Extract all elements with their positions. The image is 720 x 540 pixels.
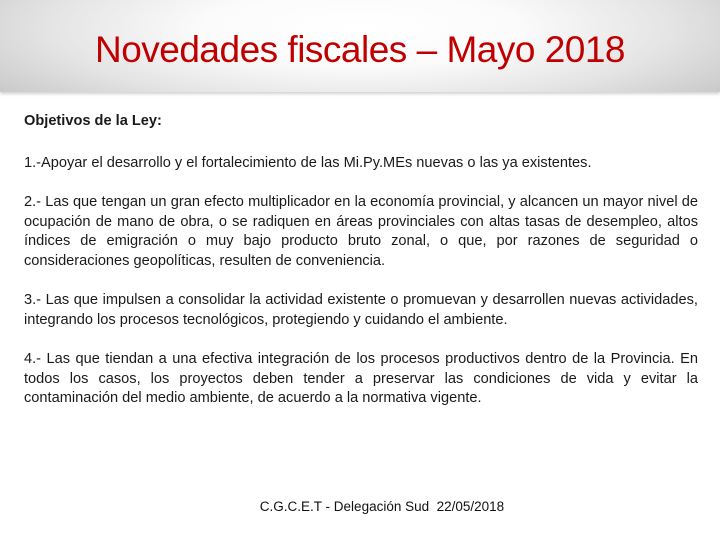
slide-title: Novedades fiscales – Mayo 2018 (94, 29, 626, 70)
objective-paragraph-3: 3.- Las que impulsen a consolidar la actividad existente o promuevan y desarrollen nuevas actividades, integrando los procesos tecnológicos, protegiendo y cuidando el ambiente. (24, 292, 698, 328)
slide-body (24, 112, 698, 429)
slide-footer: C.G.C.E.T - Delegación Sud 22/05/2018 (259, 499, 505, 514)
objective-paragraph-2: 2.- Las que tengan un gran efecto multiplicador en la economía provincial, y alcancen un mayor nivel de ocupación de mano de obra, o se radiquen en áreas provinciales con altas tasas de desempleo, altos índices de emigración o muy bajo producto bruto zonal, o que, por razones de seguridad o consideraciones geopolíticas, resulten de conveniencia. (24, 194, 698, 269)
objectives-heading: Objetivos de la Ley: (24, 113, 162, 129)
objective-paragraph-4: 4.- Las que tiendan a una efectiva integración de los procesos productivos dentro de la Provincia. En todos los casos, los proyectos deben tender a preservar las condiciones de vida y evitar la contaminación del medio ambiente, de acuerdo a la normativa vigente. (24, 351, 698, 406)
title-banner (0, 0, 720, 92)
objective-paragraph-1: 1.-Apoyar el desarrollo y el fortalecimiento de las Mi.Py.MEs nuevas o las ya existentes. (24, 154, 592, 171)
